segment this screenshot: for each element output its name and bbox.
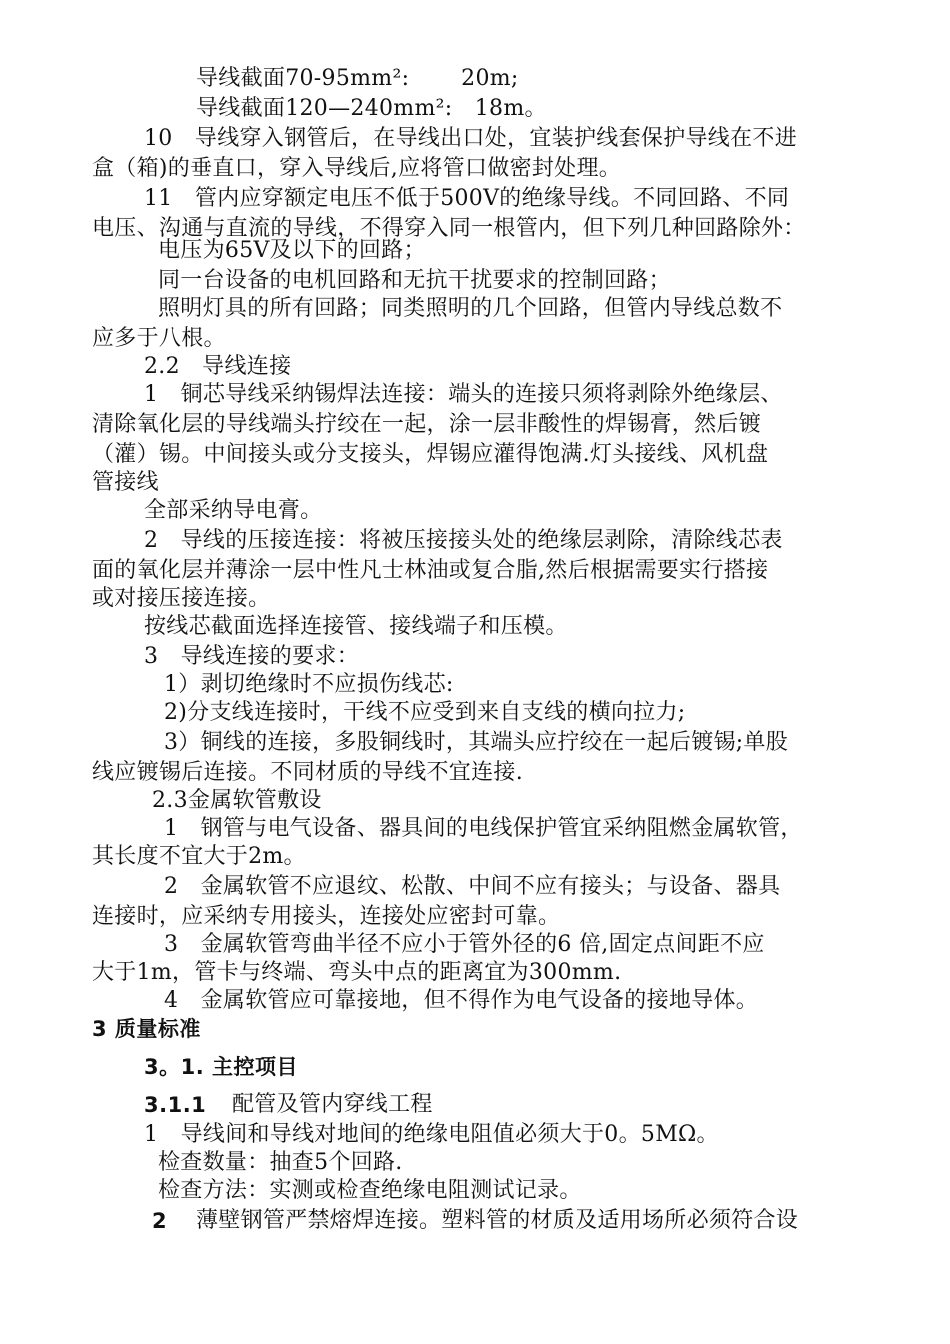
text-line: 10 导线穿入钢管后，在导线出口处，宜装护线套保护导线在不进 bbox=[144, 126, 797, 151]
text-line: 2)分支线连接时，干线不应受到来自支线的横向拉力; bbox=[164, 700, 686, 725]
text-line: 4 金属软管应可靠接地，但不得作为电气设备的接地导体。 bbox=[164, 988, 759, 1013]
text-line: 3 金属软管弯曲半径不应小于管外径的6 倍,固定点间距不应 bbox=[164, 932, 765, 957]
text-line: 1 钢管与电气设备、器具间的电线保护管宜采纳阻燃金属软管， bbox=[164, 816, 803, 841]
document-page bbox=[92, 0, 892, 1344]
text-line: 薄壁钢管严禁熔焊连接。塑料管的材质及适用场所必须符合设 bbox=[196, 1208, 799, 1233]
text-line: 全部采纳导电膏。 bbox=[144, 498, 323, 523]
text-line: 电压为65V及以下的回路； bbox=[158, 238, 426, 263]
section-heading: 2.3金属软管敷设 bbox=[152, 788, 322, 813]
section-heading: 3。1. 主控项目 bbox=[144, 1055, 299, 1079]
section-heading: 配管及管内穿线工程 bbox=[232, 1092, 433, 1117]
section-number: 3.1.1 bbox=[144, 1093, 207, 1117]
text-line: 导线截面70-95mm²: 20m; bbox=[196, 66, 519, 91]
text-line: 1 铜芯导线采纳锡焊法连接：端头的连接只须将剥除外绝缘层、 bbox=[144, 382, 783, 407]
text-line: 2 导线的压接连接：将被压接接头处的绝缘层剥除，清除线芯表 bbox=[144, 528, 783, 553]
text-line: 其长度不宜大于2m。 bbox=[92, 844, 306, 869]
text-line: 应多于八根。 bbox=[92, 326, 226, 351]
text-line: 导线截面120—240mm²: 18m。 bbox=[196, 96, 547, 121]
text-line: 同一台设备的电机回路和无抗干扰要求的控制回路； bbox=[158, 268, 671, 293]
text-line: 电压、沟通与直流的导线，不得穿入同一根管内，但下列几种回路除外： bbox=[92, 216, 806, 241]
text-line: 11 管内应穿额定电压不低于500V的绝缘导线。不同回路、不同 bbox=[144, 186, 790, 211]
text-line: 或对接压接连接。 bbox=[92, 586, 271, 611]
text-line: 面的氧化层并薄涂一层中性凡士林油或复合脂,然后根据需要实行搭接 bbox=[92, 558, 769, 583]
text-line: 连接时，应采纳专用接头，连接处应密封可靠。 bbox=[92, 904, 561, 929]
section-heading: 3 质量标准 bbox=[92, 1017, 201, 1041]
text-line: 盒（箱)的垂直口，穿入导线后,应将管口做密封处理。 bbox=[92, 156, 622, 181]
section-heading: 2.2 导线连接 bbox=[144, 354, 292, 379]
text-line: 清除氧化层的导线端头拧绞在一起，涂一层非酸性的焊锡膏，然后镀 bbox=[92, 412, 762, 437]
text-line: 3）铜线的连接，多股铜线时，其端头应拧绞在一起后镀锡;单股 bbox=[164, 730, 789, 755]
text-line: 大于1m，管卡与终端、弯头中点的距离宜为300mm. bbox=[92, 960, 622, 985]
text-line: 1 导线间和导线对地间的绝缘电阻值必须大于0。5MΩ。 bbox=[144, 1122, 719, 1147]
item-number: 2 bbox=[152, 1209, 168, 1233]
text-line: 2 金属软管不应退纹、松散、中间不应有接头；与设备、器具 bbox=[164, 874, 781, 899]
text-line: 线应镀锡后连接。不同材质的导线不宜连接. bbox=[92, 760, 523, 785]
text-line: 3 导线连接的要求： bbox=[144, 644, 359, 669]
text-line: 检查方法：实测或检查绝缘电阻测试记录。 bbox=[158, 1178, 582, 1203]
text-line: 按线芯截面选择连接管、接线端子和压模。 bbox=[144, 614, 568, 639]
text-line: 管接线 bbox=[92, 470, 159, 495]
text-line: 照明灯具的所有回路；同类照明的几个回路，但管内导线总数不 bbox=[158, 296, 783, 321]
text-line: （灌）锡。中间接头或分支接头，焊锡应灌得饱满.灯头接线、风机盘 bbox=[92, 442, 769, 467]
text-line: 1）剥切绝缘时不应损伤线芯: bbox=[164, 672, 454, 697]
text-line: 检查数量：抽查5个回路. bbox=[158, 1150, 403, 1175]
